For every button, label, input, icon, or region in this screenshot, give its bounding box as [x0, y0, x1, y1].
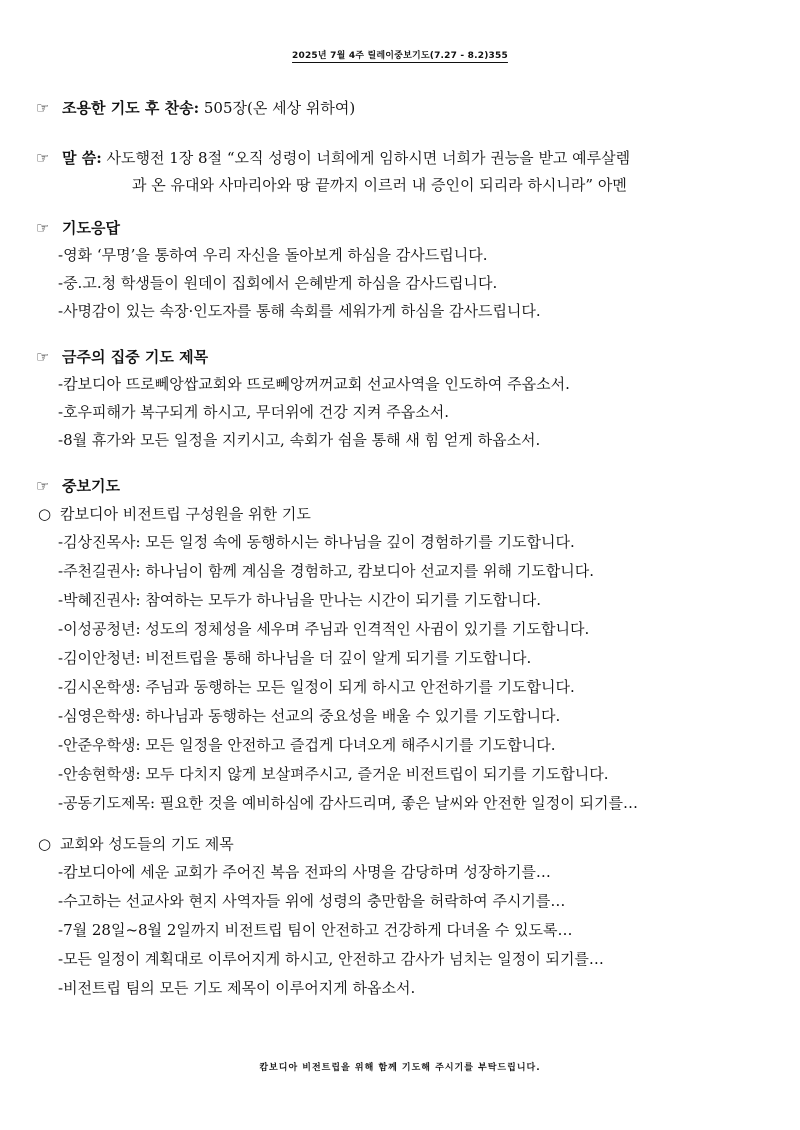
- focus-heading-line: [36, 347, 208, 367]
- hymn-label: 조용한 기도 후 찬송:: [62, 99, 200, 117]
- group1-item: -김상진목사: 모든 일정 속에 동행하시는 하나님을 깊이 경험하기를 기도합니다.: [58, 533, 575, 551]
- group1-item: -심영은학생: 하나님과 동행하는 선교의 중요성을 배울 수 있기를 기도합니다.: [58, 707, 561, 725]
- page-title: 2025년 7월 4주 릴레이중보기도(7.27 - 8.2)355: [292, 51, 508, 61]
- answers-heading-line: [36, 218, 120, 238]
- group2-item: -7월 28일~8월 2일까지 비전트립 팀이 안전하고 건강하게 다녀올 수 있도록…: [58, 921, 573, 939]
- group2-item: -비전트립 팀의 모든 기도 제목이 이루어지게 하옵소서.: [58, 979, 416, 997]
- circle-icon: ○: [38, 835, 52, 853]
- circle-icon: ○: [38, 505, 52, 523]
- answers-heading: 기도응답: [62, 219, 120, 237]
- group1-item: -공동기도제목: 필요한 것을 예비하심에 감사드리며, 좋은 날씨와 안전한 일정이 되기를…: [58, 794, 638, 812]
- answer-item: -영화 ‘무명’을 통하여 우리 자신을 돌아보게 하심을 감사드립니다.: [58, 246, 488, 264]
- group1-title: 캄보디아 비전트립 구성원을 위한 기도: [60, 505, 311, 523]
- group2-item: -캄보디아에 세운 교회가 주어진 복음 전파의 사명을 감당하며 성장하기를…: [58, 863, 551, 881]
- group1-item: -안준우학생: 모든 일정을 안전하고 즐겁게 다녀오게 해주시기를 기도합니다.: [58, 736, 556, 754]
- group1-item: -김시온학생: 주님과 동행하는 모든 일정이 되게 하시고 안전하기를 기도합니다.: [58, 678, 575, 696]
- answer-item: -사명감이 있는 속장·인도자를 통해 속회를 세워가게 하심을 감사드립니다.: [58, 302, 541, 320]
- focus-item: -호우피해가 복구되게 하시고, 무더위에 건강 지켜 주옵소서.: [58, 403, 449, 421]
- pointing-hand-icon: ☞: [36, 348, 50, 366]
- pointing-hand-icon: ☞: [36, 149, 50, 167]
- group1-item: -안송현학생: 모두 다치지 않게 보살펴주시고, 즐거운 비전트립이 되기를 기도합니다.: [58, 765, 609, 783]
- group1-item: -박혜진권사: 참여하는 모두가 하나님을 만나는 시간이 되기를 기도합니다.: [58, 591, 541, 609]
- focus-heading: 금주의 집중 기도 제목: [62, 348, 209, 366]
- word-text-1: 사도행전 1장 8절 “오직 성령이 너희에게 임하시면 너희가 권능을 받고 예루살렘: [101, 149, 631, 167]
- focus-item: -8월 휴가와 모든 일정을 지키시고, 속회가 쉼을 통해 새 힘 얻게 하옵소서.: [58, 431, 541, 449]
- word-line-1: [36, 148, 630, 168]
- pointing-hand-icon: ☞: [36, 219, 50, 237]
- pointing-hand-icon: ☞: [36, 477, 50, 495]
- group2-title: 교회와 성도들의 기도 제목: [60, 835, 234, 853]
- intercession-heading-line: [36, 476, 120, 496]
- footer-message: 캄보디아 비전트립을 위해 함께 기도해 주시기를 부탁드립니다.: [259, 1063, 541, 1073]
- group2-item: -모든 일정이 계획대로 이루어지게 하시고, 안전하고 감사가 넘치는 일정이 되기를…: [58, 950, 604, 968]
- intercession-heading: 중보기도: [62, 477, 120, 495]
- group1-item: -이성공청년: 성도의 정체성을 세우며 주님과 인격적인 사귐이 있기를 기도합니다.: [58, 620, 590, 638]
- word-text-2: 과 온 유대와 사마리아와 땅 끝까지 이르러 내 증인이 되리라 하시니라” 아멘: [132, 176, 627, 194]
- group1-item: -김이안청년: 비전트립을 통해 하나님을 더 깊이 알게 되기를 기도합니다.: [58, 649, 532, 667]
- group2-item: -수고하는 선교사와 현지 사역자들 위에 성령의 충만함을 허락하여 주시기를…: [58, 892, 566, 910]
- hymn-value: 505장(온 세상 위하여): [199, 99, 356, 117]
- word-label: 말 씀:: [62, 149, 102, 167]
- group2-title-line: [38, 834, 234, 854]
- hymn-line: [36, 98, 355, 118]
- focus-item: -캄보디아 뜨로뻬앙쌉교회와 뜨로뻬앙꺼꺼교회 선교사역을 인도하여 주옵소서.: [58, 375, 570, 393]
- answer-item: -중.고.청 학생들이 원데이 집회에서 은혜받게 하심을 감사드립니다.: [58, 274, 498, 292]
- group1-title-line: [38, 504, 311, 524]
- pointing-hand-icon: ☞: [36, 99, 50, 117]
- group1-item: -주천길권사: 하나님이 함께 계심을 경험하고, 캄보디아 선교지를 위해 기도합니다.: [58, 562, 594, 580]
